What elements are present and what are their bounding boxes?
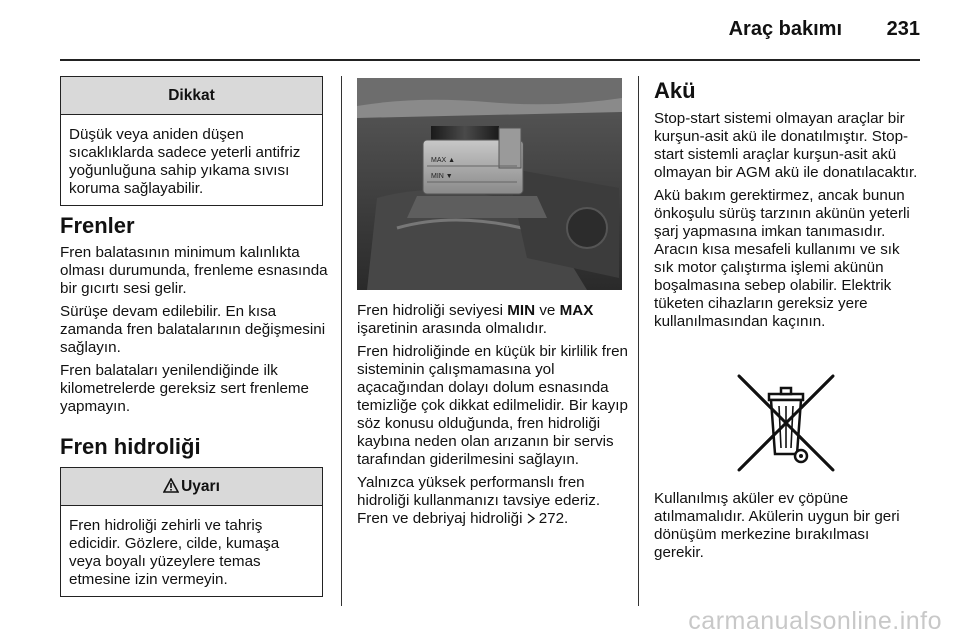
frenler-heading: Frenler (60, 213, 135, 238)
frenler-section (60, 244, 332, 421)
header-divider (60, 59, 920, 61)
min-marking: MIN ▼ (431, 173, 453, 180)
engine-bay-illustration (357, 78, 622, 290)
middle-text (357, 302, 635, 533)
page-number: 231 (886, 18, 920, 40)
min-label: MIN (507, 302, 536, 319)
uyari-warning-box (60, 467, 323, 597)
dikkat-text: Düşük veya aniden düşen sıcaklıklarda sadece yeterli antifriz yoğunluğuna sahip yıkama sıvısı koruma sağlayabilir. (69, 126, 301, 197)
aku-paragraph: Akü bakım gerektirmez, ancak bunun önkoşulu sürüş tarzının akünün yeterli şarj yapmasına imkan tanımasıdır. Aracın kısa mesafeli kullanımı ve sık sık motor çalıştırma işlemi akünün boşalmasına sebep olabilir. Elektrik tüketen cihazların gereksiz yere kullanılmasından kaçının. (654, 187, 910, 330)
aku-paragraph: Stop-start sistemi olmayan araçlar bir kurşun-asit akü ile donatılmıştır. Stop-start sistemli araçlar kurşun-asit akü olmayan bir AGM akü ile donatılacaktır. (654, 110, 918, 181)
column-divider-right (638, 76, 639, 606)
max-marking: MAX ▲ (431, 157, 456, 164)
fren-hidroligi-heading: Fren hidroliği (60, 434, 201, 459)
aku-section (654, 110, 920, 336)
max-label: MAX (559, 302, 594, 319)
frenler-paragraph: Fren balataları yenilendiğinde ilk kilometrelerde gereksiz sert frenleme yapmayın. (60, 362, 309, 415)
column-divider-left (341, 76, 342, 606)
uyari-title: Uyarı (181, 478, 220, 495)
disposal-paragraph: Kullanılmış aküler ev çöpüne atılmamalıdır. Akülerin uygun bir geri dönüşüm merkezine bırakılması gerekir. (654, 490, 900, 561)
cleanliness-paragraph: Fren hidroliğinde en küçük bir kirlilik fren sisteminin çalışmamasına yol açacağından dolayı dolum esnasında temizliğe çok dikkat edilmelidir. Bir kayıp söz konusu olduğunda, fren hidroliği kaybına neden olan arızanın bir servis tarafından giderilmesini sağlayın. (357, 343, 628, 468)
page-reference-link[interactable]: 272. (538, 510, 569, 527)
frenler-paragraph: Fren balatasının minimum kalınlıkta olması durumunda, frenleme esnasında bir gıcırtı sesi gelir. (60, 244, 328, 297)
aku-heading: Akü (654, 78, 696, 103)
crossed-out-wheelie-bin-icon (735, 372, 837, 474)
page-header (0, 0, 960, 60)
brake-fluid-reservoir-photo (357, 78, 622, 290)
uyari-header (61, 468, 322, 506)
dikkat-title: Dikkat (61, 77, 322, 115)
fluid-recommendation-paragraph: Yalnızca yüksek performanslı fren hidroliği kullanmanızı tavsiye ederiz. Fren ve debriyaj hidroliği 272. (357, 474, 601, 527)
section-title: Araç bakımı (728, 18, 842, 40)
disposal-section (654, 490, 920, 567)
fluid-level-paragraph: Fren hidroliği seviyesi MIN ve MAX işaretinin arasında olmalıdır. (357, 302, 594, 337)
frenler-paragraph: Sürüşe devam edilebilir. En kısa zamanda fren balatalarının değişmesini sağlayın. (60, 303, 326, 356)
dikkat-notice-box (60, 76, 323, 206)
uyari-text: Fren hidroliği zehirli ve tahriş edicidir. Gözlere, cilde, kumaşa veya boyalı yüzeylere temas etmesine izin vermeyin. (69, 517, 280, 588)
watermark: carmanualsonline.info (688, 607, 942, 635)
warning-triangle-icon (163, 478, 179, 493)
page-reference-icon (527, 513, 536, 524)
